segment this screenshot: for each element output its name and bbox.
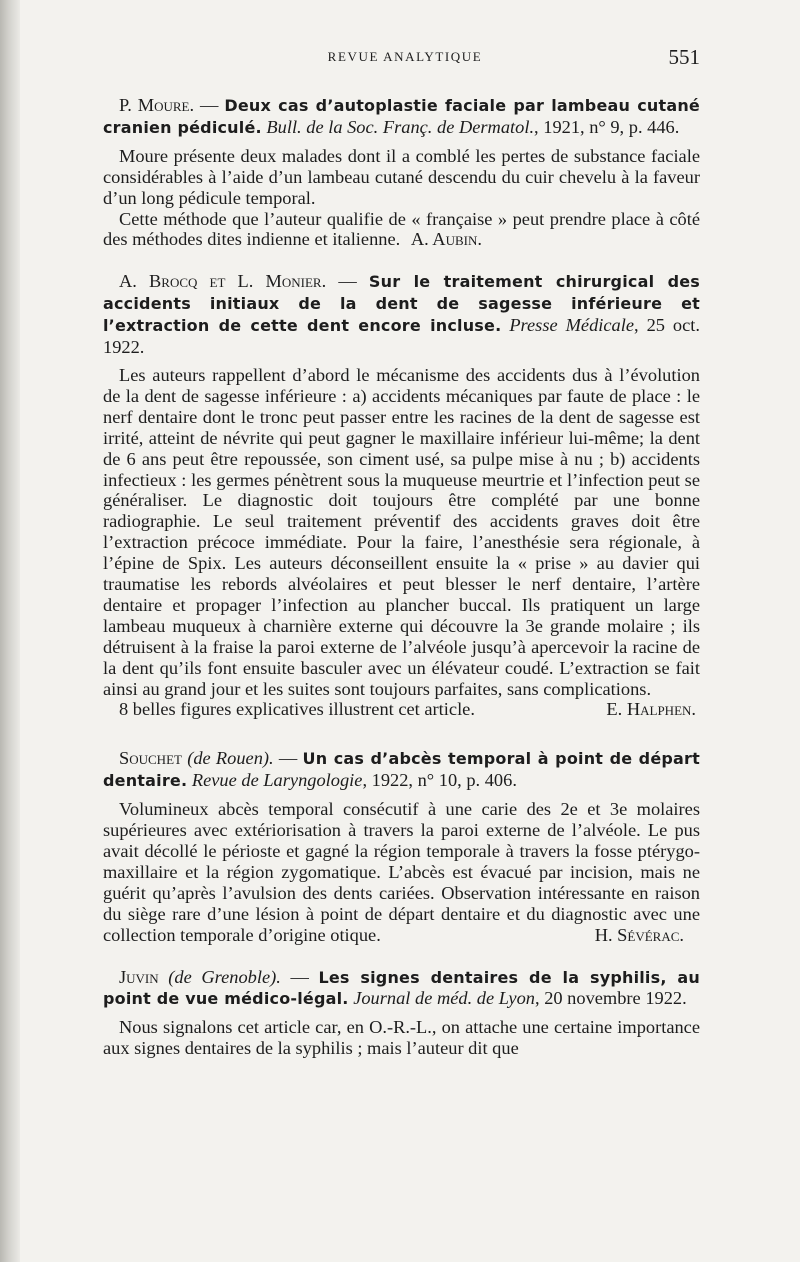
article-paragraph: Les auteurs rappellent d’abord le mécanisme des accidents dus à l’évolution de la dent de sagesse inférieure : a) accidents mécaniques par faute de place : le nerf dentaire dont le tronc peut passer entre les racines de la dent de sagesse est irrité, atteint de névrite qui peut gagner le maxillaire inférieur lui-même; la dent de 6 ans peut être repoussée, son ciment usé, sa pulpe mise à nu ; b) accidents infectieux : les germes pénètrent sous la muqueuse meurtrie et l’infection peut se généraliser. Le diagnostic doit toujours être complété par une bonne radiographie. Le seul traitement préventif des accidents graves doit être l’extraction précoce immédiate. Pour la faire, l’anesthésie sera régionale, à l’épine de Spix. Les auteurs déconseillent ensuite la « prise » au davier qui traumatise les rebords alvéolaires et peut blesser le nerf dentaire, l’artère dentaire et propager l’infection au plancher buccal. Ils pratiquent un large lambeau muqueux à charnière externe qui découvre la 3e grande molaire ; ils détruisent à la fraise la paroi externe de l’alvéole jusqu’à apercevoir la racine de la dent qu’ils font ensuite basculer avec un élévateur coudé. L’extraction se fait ainsi au grand jour et les suites sont toujours parfaites, sans complications. bbox=[103, 364, 700, 699]
reviewer-signature: H. Sévérac. bbox=[594, 924, 684, 945]
article-paragraph: Moure présente deux malades dont il a comblé les pertes de substance faciale considérables à l’aide d’un lambeau cutané descendu du cuir chevelu à la faveur d’un long pédicule temporal. bbox=[103, 145, 700, 208]
article-heading bbox=[103, 967, 700, 1011]
article-paragraph bbox=[103, 699, 700, 720]
article-source-details: , 1922, n° 10, p. 406. bbox=[362, 770, 517, 791]
abstract-brocq-monier bbox=[103, 271, 700, 720]
abstract-juvin bbox=[103, 967, 700, 1060]
article-paragraph bbox=[103, 209, 700, 251]
page-header bbox=[110, 45, 700, 71]
abstract-souchet bbox=[103, 748, 700, 945]
article-authors: Souchet bbox=[119, 748, 182, 769]
article-source-details: , 1921, n° 9, p. 446. bbox=[534, 116, 680, 137]
reviewer-signature: A. Aubin. bbox=[410, 229, 482, 250]
article-heading bbox=[103, 95, 700, 139]
text-column bbox=[103, 95, 700, 1059]
article-affiliation: (de Rouen). bbox=[181, 748, 274, 769]
article-authors: Juvin bbox=[119, 966, 159, 987]
heading-dash: — bbox=[194, 95, 225, 115]
heading-dash: — bbox=[280, 966, 319, 987]
article-title: Les signes dentaires de la syphilis, au point de vue médico-légal. bbox=[103, 967, 700, 1009]
article-source: Presse Médicale bbox=[509, 315, 635, 336]
article-authors: A. Brocq et L. Monier. bbox=[119, 271, 327, 292]
article-source: Bull. de la Soc. Franç. de Dermatol. bbox=[266, 116, 535, 137]
heading-dash: — bbox=[326, 271, 369, 292]
book-spine-shadow bbox=[0, 0, 20, 1262]
article-heading bbox=[103, 271, 700, 358]
article-source: Revue de Laryngologie bbox=[191, 770, 363, 791]
article-affiliation: (de Grenoble). bbox=[158, 966, 281, 987]
running-title: REVUE ANALYTIQUE bbox=[327, 49, 483, 64]
article-paragraph: Nous signalons cet article car, en O.-R.-L., on attache une certaine importance aux signes dentaires de la syphilis ; mais l’auteur dit que bbox=[103, 1017, 700, 1059]
article-source-details: , 20 novembre 1922. bbox=[535, 988, 687, 1009]
article-source: Journal de méd. de Lyon bbox=[353, 988, 535, 1009]
article-title: Sur le traitement chirurgical des accidents initiaux de la dent de sagesse inférieure et l’extraction de cette dent encore incluse. bbox=[103, 272, 700, 336]
article-title: Un cas d’abcès temporal à point de départ dentaire. bbox=[103, 749, 700, 791]
article-title: Deux cas d’autoplastie faciale par lambeau cutané cranien pédiculé. bbox=[103, 96, 700, 137]
abstract-moure bbox=[103, 95, 700, 250]
page-number: 551 bbox=[668, 45, 700, 69]
article-source-details: , 25 oct. 1922. bbox=[103, 315, 700, 358]
article-authors: P. Moure. bbox=[119, 95, 195, 115]
article-paragraph-text: 8 belles figures explicatives illustrent cet article. bbox=[119, 699, 475, 720]
reviewer-signature: E. Halphen. bbox=[606, 699, 696, 720]
article-paragraph-text: Volumineux abcès temporal consécutif à une carie des 2e et 3e molaires supérieures avec extériorisation à travers la paroi externe de l’alvéole. Le pus avait décollé le périoste et gagné la région temporale à travers la fosse ptérygo-maxillaire et la région zygomatique. L’abcès est évacué par incision, mais ne guérit qu’après l’avulsion des dents cariées. Observation intéressante en raison du siège rare d’une lésion à point de départ dentaire et du diagnostic avec une collection temporale d’origine otique. bbox=[103, 799, 700, 945]
heading-dash: — bbox=[273, 748, 303, 769]
article-heading bbox=[103, 748, 700, 792]
article-paragraph-text: Cette méthode que l’auteur qualifie de « française » peut prendre place à côté des méthodes dites indienne et italienne. bbox=[103, 208, 700, 250]
article-paragraph bbox=[103, 799, 700, 945]
